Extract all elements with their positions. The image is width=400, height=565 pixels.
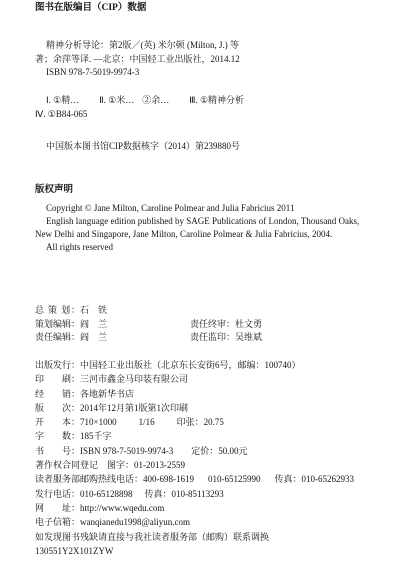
staff-row — [0, 304, 400, 318]
rights-line: Copyright © Jane Milton, Caroline Polmear and Julia Fabricius 2011 — [46, 203, 295, 213]
cip-classification — [0, 94, 400, 121]
staff-credits — [0, 304, 400, 345]
rights-line: New Delhi and Singapore, Jane Milton, Caroline Polmear & Julia Fabricius, 2004. — [35, 229, 333, 239]
cip-number: 中国版本图书馆CIP数据核字（2014）第239880号 — [46, 141, 241, 151]
classification-item: Ⅱ. ①米… — [99, 95, 135, 105]
printer-label: 印 刷： — [35, 374, 81, 385]
defect-notice: 如发现图书残缺请直接与我社读者服务部（邮购）联系调换 — [35, 531, 270, 542]
chief-planner-value: 石 铁 — [80, 305, 108, 315]
publication-details — [0, 358, 400, 558]
sales-fax: 传真：010-85113293 — [144, 488, 224, 499]
final-reviewer-value: 杜文勇 — [235, 318, 263, 329]
cip-entry — [0, 39, 400, 80]
publisher-row — [0, 358, 400, 372]
cip-heading: 图书在版编目（CIP）数据 — [35, 3, 147, 13]
format-row — [0, 415, 400, 429]
distributor-label: 经 销： — [35, 388, 81, 399]
book-isbn: ISBN 978-7-5019-9974-3 — [80, 445, 174, 456]
rights-line: English language edition published by SAGE Publications of London, Thousand Oaks, — [46, 216, 360, 226]
word-count-row — [0, 429, 400, 443]
classification-item: Ⅲ. ①精神分析 — [189, 95, 245, 105]
cip-isbn: ISBN 978-7-5019-9974-3 — [46, 67, 140, 77]
format-label: 开 本： — [35, 417, 81, 428]
book-number-label: 书 号： — [35, 445, 81, 456]
distributor-row — [0, 387, 400, 401]
printer-value: 三河市鑫金马印装有限公司 — [80, 374, 189, 385]
cip-entry-line: 著；余萍等译. —北京：中国轻工业出版社，2014.12 — [35, 53, 240, 64]
edition-label: 版 次： — [35, 402, 81, 413]
cip-number-section — [0, 140, 400, 154]
book-number-row — [0, 444, 400, 458]
rights-heading: 版权声明 — [35, 185, 74, 195]
cip-entry-line: 精神分析导论：第2版／(英) 米尔顿 (Milton, J.) 等 — [46, 40, 239, 50]
format-size: 710×1000 — [80, 417, 117, 428]
final-reviewer — [190, 318, 262, 332]
chief-planner-label: 总 策 划： — [35, 305, 80, 315]
responsible-editor-value: 阎 兰 — [80, 332, 108, 342]
email-label: 电子信箱： — [35, 517, 81, 528]
classification-line — [0, 94, 400, 108]
rights-statement — [0, 202, 400, 254]
reader-service-phone: 400-698-1619 — [143, 474, 195, 485]
print-supervisor-value: 吴维斌 — [235, 332, 263, 342]
sales-phone-row — [0, 487, 400, 501]
distributor-value: 各地新华书店 — [80, 388, 135, 399]
reader-service-phone: 010-65125990 — [208, 474, 261, 485]
rights-heading-section — [0, 184, 400, 198]
classification-item: ②余… — [142, 95, 170, 105]
edition-row — [0, 401, 400, 415]
reader-service-row — [0, 472, 400, 486]
rights-line: All rights reserved — [46, 242, 113, 252]
word-count-label: 字 数： — [35, 431, 81, 442]
word-count-value: 185千字 — [80, 431, 112, 442]
publisher-label: 出版发行： — [35, 360, 81, 370]
cip-heading-section — [0, 2, 400, 16]
planning-editor-label: 策划编辑： — [35, 318, 81, 329]
website-row — [0, 501, 400, 515]
email-value: wanqianedu1998@aliyun.com — [80, 517, 191, 528]
sales-phone-label: 发行电话： — [35, 488, 81, 499]
classification-line: Ⅳ. ①B84-065 — [35, 108, 88, 119]
printer-row — [0, 372, 400, 386]
print-supervisor — [190, 331, 262, 345]
email-row — [0, 515, 400, 529]
print-code: 130551Y2X101ZYW — [35, 545, 114, 556]
website-value: http://www.wqedu.com — [80, 502, 165, 513]
format-fold: 1/16 — [138, 417, 155, 428]
edition-value: 2014年12月第1版第1次印刷 — [80, 402, 189, 413]
copyright-registration: 著作权合同登记 图字：01-2013-2559 — [35, 460, 185, 471]
classification-item: Ⅰ. ①精… — [46, 95, 80, 105]
staff-row — [0, 318, 400, 332]
print-supervisor-label: 责任监印： — [190, 332, 236, 342]
final-reviewer-label: 责任终审： — [190, 318, 236, 329]
publisher-value: 中国轻工业出版社（北京东长安街6号，邮编：100740） — [80, 360, 301, 370]
planning-editor-value: 阎 兰 — [80, 318, 108, 329]
staff-row — [0, 331, 400, 345]
sales-phone-value: 010-65128898 — [80, 488, 133, 499]
format-sheets: 印张：20.75 — [176, 417, 224, 428]
reader-service-label: 读者服务部邮购热线电话： — [35, 474, 144, 485]
book-price: 定价：50.00元 — [191, 445, 248, 456]
website-label: 网 址： — [35, 502, 81, 513]
reader-service-fax: 传真：010-65262933 — [274, 474, 355, 485]
responsible-editor-label: 责任编辑： — [35, 332, 81, 342]
